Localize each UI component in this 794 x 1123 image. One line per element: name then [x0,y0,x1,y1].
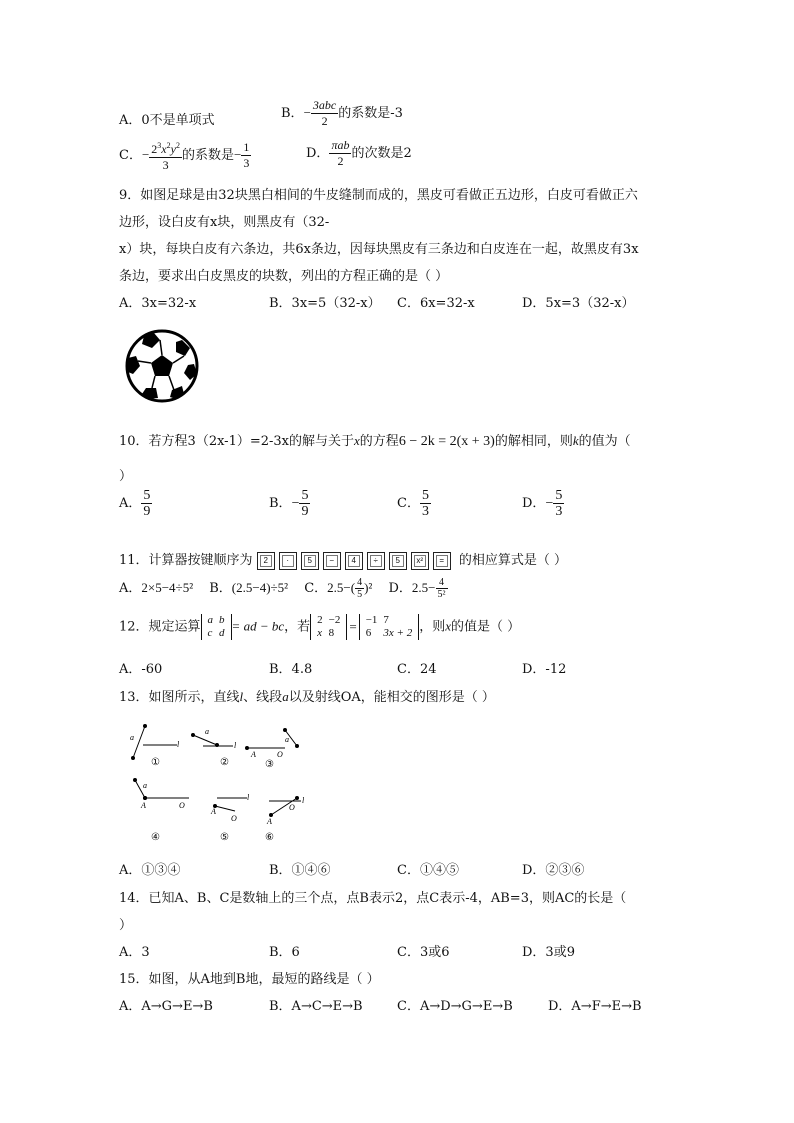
fraction: $\frac{\text{πab}}{2}$ [331,138,350,168]
svg-text:l: l [302,796,305,805]
figure-label: ⑥ [265,832,274,843]
svg-text:A: A [141,801,146,810]
calc-key: 5 [389,552,407,570]
q14-option-b: B．6 [269,945,300,960]
figure-label: ① [151,757,160,768]
svg-text:O: O [277,750,283,759]
determinant: 2 −2 x 8 [310,614,347,640]
q15-option-d: D．A→F→E→B [548,999,642,1014]
q14-line-2: ） [119,918,133,933]
q9-option-c: C．6x=32-x [397,296,475,311]
q12-option-d: D．-12 [522,662,567,677]
calculator-key-sequence [257,553,459,568]
calc-key: = [433,552,451,570]
figure-label: ④ [151,832,160,843]
calc-key: 5 [301,552,319,570]
q11-options: A．2×5−4÷5² B．(2.5−4)÷5² C．2.5−( $\frac{4}{5}$ )² D．2.5− $\frac{4}{\text{5²}}$ [119,577,446,600]
svg-text:a: a [143,781,147,790]
svg-text:A: A [211,807,216,816]
fraction: $\frac{\text{3abc}}{2}$ [312,98,337,128]
fraction: $\frac{2^3x^2y^2}{3}$ [149,138,182,173]
q13-option-a: A．①③④ [119,863,181,878]
q15-option-b: B．A→C→E→B [269,999,363,1014]
q9-option-a: A．3x=32-x [119,296,197,311]
svg-text:l: l [177,740,180,749]
q10-line-2: ） [119,469,133,484]
q9-line-4: 条边，要求出白皮黑皮的块数，列出的方程正确的是（ ） [119,269,449,284]
q13-option-c: C．①④⑤ [397,863,459,878]
calc-key: 2 [257,552,275,570]
q9-line-2: 边形，设白皮有x块，则黑皮有（32- [119,215,330,230]
q15-option-c: C．A→D→G→E→B [397,999,513,1014]
q9-line-3: x）块，每块白皮有六条边，共6x条边，因每块黑皮有三条边和白皮连在一起，故黑皮有3x [119,242,639,257]
q8-option-b: B．− $\frac{\text{3abc}}{2}$ 的系数是-3 [281,98,403,128]
svg-text:a: a [130,733,134,742]
svg-text:A: A [251,750,256,759]
calc-key: ÷ [367,552,385,570]
q8-option-d: D． $\frac{\text{πab}}{2}$ 的次数是2 [306,138,412,168]
svg-text:a: a [205,727,209,736]
q10-option-a: A． $\frac{5}{9}$ [119,488,151,519]
calc-key: x² [411,552,429,570]
q10-line-1: 10．若方程3（2x-1）=2-3x的解与关于x的方程6 − 2k = 2(x + 3)的解相同，则k的值为（ [119,433,631,449]
q9-option-d: D．5x=3（32-x） [522,296,635,311]
svg-text:O: O [289,803,295,812]
calc-key: 4 [345,552,363,570]
q14-line-1: 14．已知A、B、C是数轴上的三个点，点B表示2，点C表示-4，AB=3，则AC的长是（ [119,891,627,906]
figure-label: ⑤ [220,832,229,843]
determinant: a b c d [201,614,232,640]
q10-option-c: C． $\frac{5}{3}$ [397,488,429,519]
q12-option-b: B．4.8 [269,662,313,677]
svg-text:O: O [179,801,185,810]
determinant: −1 7 6 3x + 2 [359,614,420,640]
calc-key: · [279,552,297,570]
q13-figures [125,718,325,846]
q9-option-b: B．3x=5（32-x） [269,296,381,311]
q14-option-d: D．3或9 [522,945,575,960]
q8-option-c: C．− $\frac{2^3x^2y^2}{3}$ 的系数是− $\frac{1}{3}$ [119,140,250,172]
q10-option-d: D．− $\frac{5}{3}$ [522,488,563,519]
q13-option-d: D．②③⑥ [522,863,585,878]
fraction: $\frac{1}{3}$ [243,140,250,170]
q15-line-1: 15．如图，从A地到B地，最短的路线是（ ） [119,972,380,987]
q13-line-1: 13．如图所示，直线l、线段a以及射线OA，能相交的图形是（ ） [119,689,495,705]
q12-line-1: 12．规定运算 a b c d = ad − bc，若 2 −2 x 8 = −1 7 6 3x + 2 ，则x的值是（ ） [119,614,521,639]
q11-line-1: 11．计算器按键顺序为 2 · 5 − 4 ÷ 5 x² = 的相应算式是（ ） [119,553,567,568]
q10-option-b: B．− $\frac{5}{9}$ [269,488,309,519]
figure-label: ③ [265,759,274,770]
svg-text:O: O [231,814,237,823]
q14-option-c: C．3或6 [397,945,450,960]
q12-option-c: C．24 [397,662,437,677]
q12-option-a: A．-60 [119,662,163,677]
svg-text:l: l [234,741,237,750]
svg-text:a: a [285,735,289,744]
q13-option-b: B．①④⑥ [269,863,331,878]
q9-line-1: 9．如图足球是由32块黑白相间的牛皮缝制而成的，黑皮可看做正五边形，白皮可看做正六 [119,188,638,203]
calc-key: − [323,552,341,570]
q15-option-a: A．A→G→E→B [119,999,213,1014]
q14-option-a: A．3 [119,945,150,960]
soccer-ball-figure [124,328,200,404]
svg-text:l: l [247,793,250,802]
figure-label: ② [220,757,229,768]
svg-text:A: A [267,817,272,826]
q8-option-a: A．0不是单项式 [119,113,215,128]
